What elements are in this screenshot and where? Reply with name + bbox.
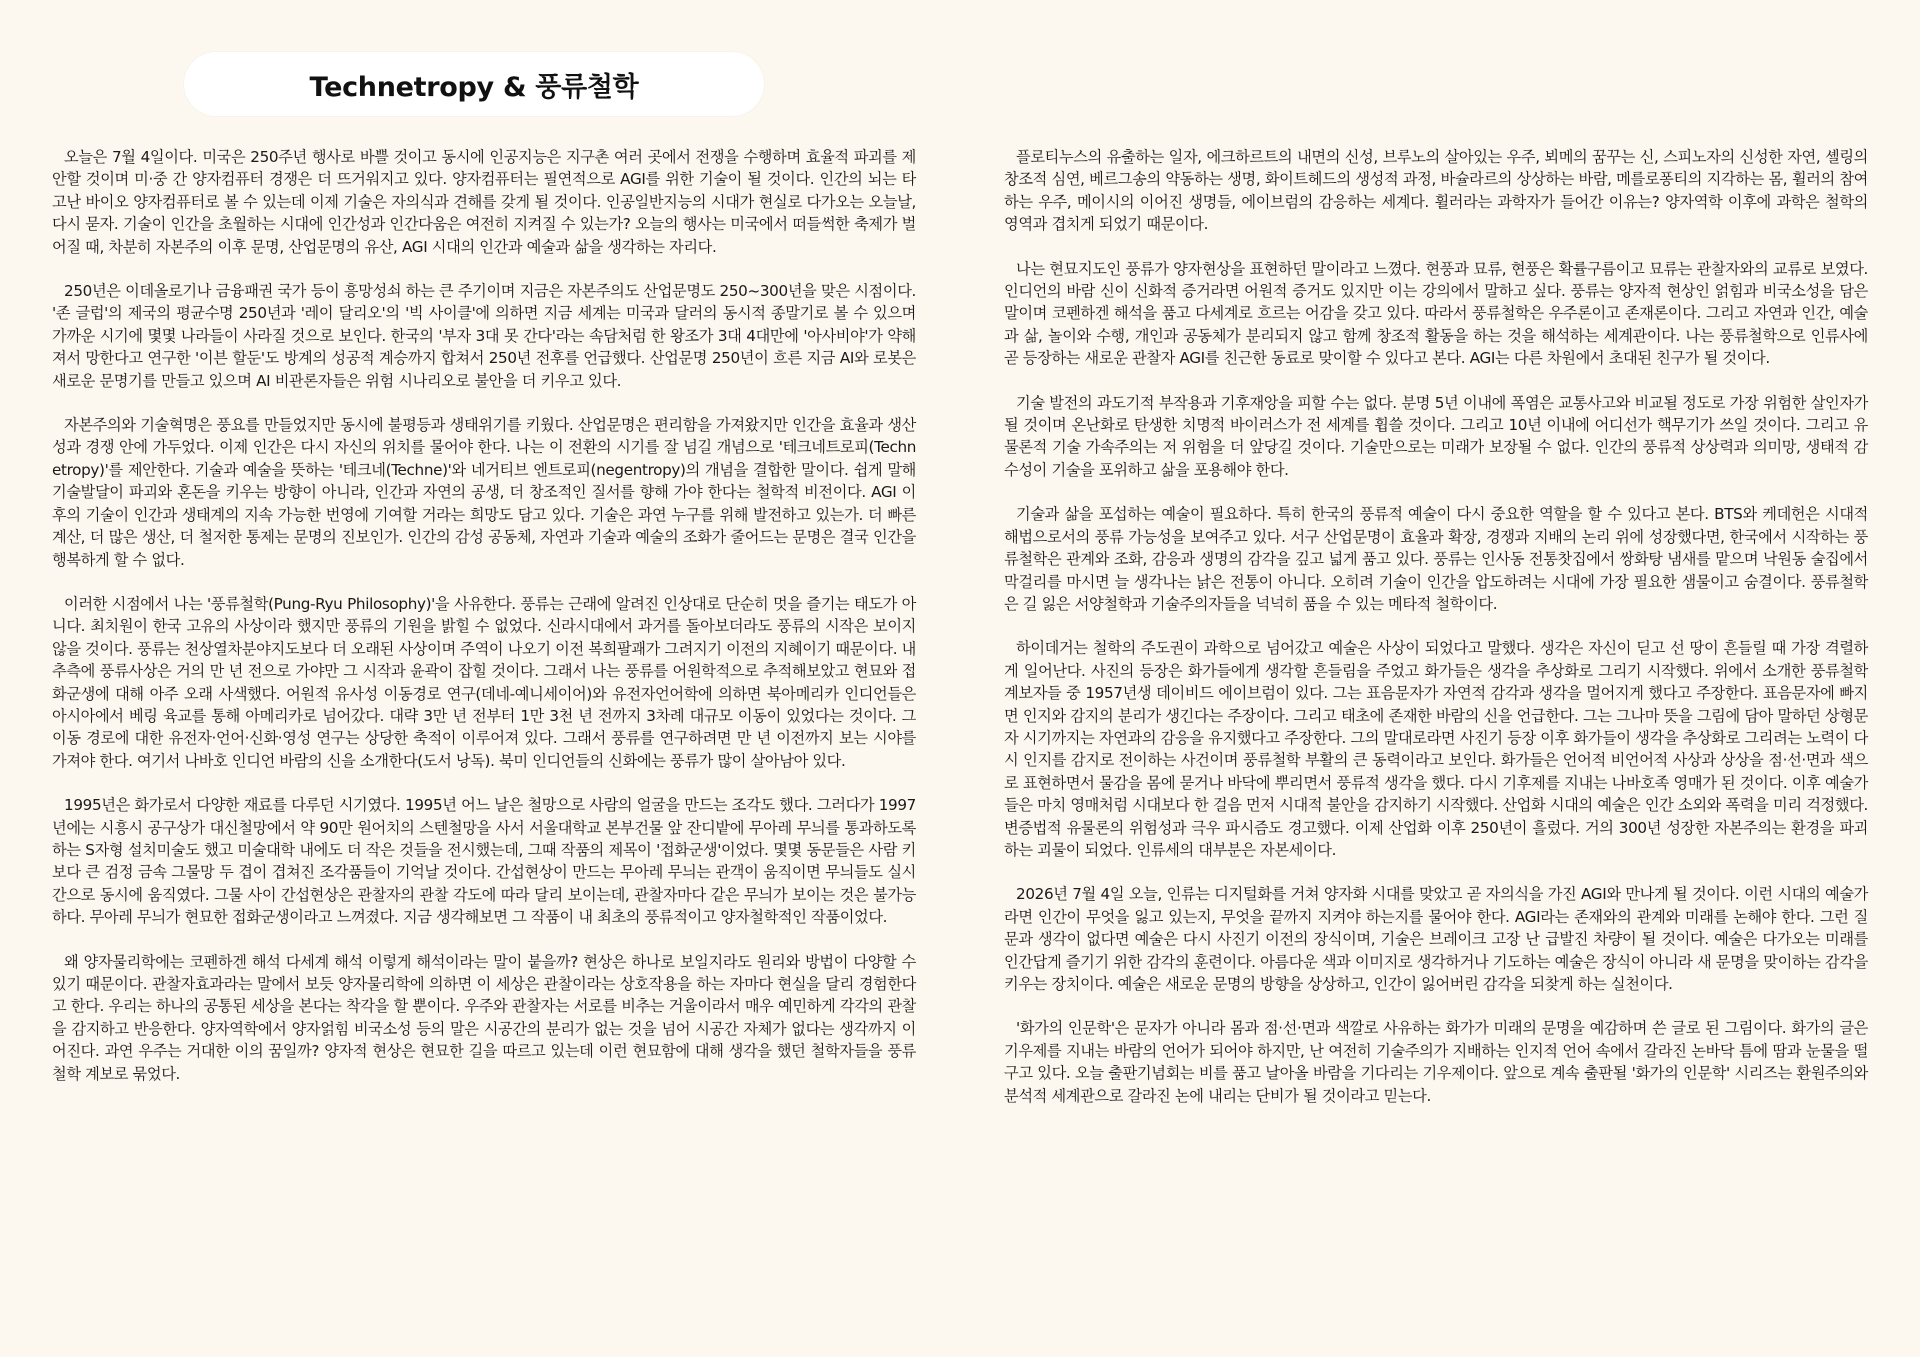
title-banner — [184, 52, 764, 116]
paragraph: 플로티누스의 유출하는 일자, 에크하르트의 내면의 신성, 브루노의 살아있는 우주, 뵈메의 꿈꾸는 신, 스피노자의 신성한 자연, 셸링의 창조적 심연, 베르그송의 약동하는 생명, 화이트헤드의 생성적 과정, 바슐라르의 상상하는 바람, 메를로퐁티의 지각하는 몸, 휠러의 참여하는 우주, 메이시의 이어진 생명들, 에이브럼의 감응하는 세계다. 휠러라는 과학자가 들어간 이유는? 양자역학 이후에 과학은 철학의 영역과 겹치게 되었기 때문이다. — [1004, 148, 1868, 234]
paragraph: 하이데거는 철학의 주도권이 과학으로 넘어갔고 예술은 사상이 되었다고 말했다. 생각은 자신이 딛고 선 땅이 흔들릴 때 가장 격렬하게 일어난다. 사진의 등장은 화가들에게 생각할 흔들림을 주었고 화가들은 생각을 추상화로 그리기 시작했다. 위에서 소개한 풍류철학 계보자들 중 1957년생 데이비드 에이브럼이 있다. 그는 표음문자가 자연적 감각과 생각을 멀어지게 했다고 주장한다. 표음문자에 빠지면 인지와 감지의 분리가 생긴다는 주장이다. 그리고 태초에 존재한 바람의 신을 언급한다. 그는 그나마 뜻을 그림에 담아 말하던 상형문자 시기까지는 자연과의 감응을 유지했다고 주장한다. 그의 말대로라면 사진기 등장 이후 화가들이 생각을 추상화로 그리려는 노력이 다시 인지를 감지로 전이하는 사건이며 풍류철학 부활의 큰 동력이라고 보인다. 화가들은 언어적 비언어적 사상과 상상을 점·선·면과 색으로 표현하면서 물감을 몸에 묻거나 바닥에 뿌리면서 풍류적 생각을 했다. 다시 기후제를 지내는 나바호족 영매가 된 것이다. 이후 예술가들은 마치 영매처럼 시대보다 한 걸음 먼저 시대적 불안을 감지하기 시작했다. 산업화 시대의 예술은 인간 소외와 폭력을 미리 걱정했다. 변증법적 유물론의 위험성과 극우 파시즘도 경고했다. 이제 산업화 이후 250년이 흘렀다. 거의 300년 성장한 자본주의는 환경을 파괴하는 괴물이 되었다. 인류세의 대부분은 자본세이다. — [1004, 639, 1868, 859]
page-title: Technetropy & 풍류철학 — [309, 71, 639, 103]
paragraph: 자본주의와 기술혁명은 풍요를 만들었지만 동시에 불평등과 생태위기를 키웠다. 산업문명은 편리함을 가져왔지만 인간을 효율과 생산성과 경쟁 안에 가두었다. 이제 인간은 다시 자신의 위치를 물어야 한다. 나는 이 전환의 시기를 잘 넘길 개념으로 '테크네트로피(Technetropy)'를 제안한다. 기술과 예술을 뜻하는 '테크네(Techne)'와 네거티브 엔트로피(negentropy)의 개념을 결합한 말이다. 쉽게 말해 기술발달이 파괴와 혼돈을 키우는 방향이 아니라, 인간과 자연의 공생, 더 창조적인 질서를 향해 가야 한다는 철학적 비전이다. AGI 이후의 기술이 인간과 생태계의 지속 가능한 번영에 기여할 거라는 희망도 담고 있다. 기술은 과연 누구를 위해 발전하고 있는가. 더 빠른 계산, 더 많은 생산, 더 철저한 통제는 문명의 진보인가. 인간의 감성 공동체, 자연과 기술과 예술의 조화가 줄어드는 문명은 결국 인간을 행복하게 할 수 없다. — [52, 416, 916, 569]
right-column — [1004, 146, 1868, 1129]
paragraph: 2026년 7월 4일 오늘, 인류는 디지털화를 거쳐 양자화 시대를 맞았고 곧 자의식을 가진 AGI와 만나게 될 것이다. 이런 시대의 예술가라면 인간이 무엇을 잃고 있는지, 무엇을 끝까지 지켜야 하는지를 물어야 한다. AGI라는 존재와의 관계와 미래를 논해야 한다. 그런 질문과 생각이 없다면 예술은 다시 사진기 이전의 장식이며, 기술은 브레이크 고장 난 급발진 차량이 될 것이다. 예술은 다가오는 미래를 인간답게 즐기기 위한 감각의 훈련이다. 아름다운 색과 이미지로 생각하거나 기도하는 예술은 장식이 아니라 새 문명을 맞이하는 감각을 키우는 장치이다. 예술은 새로운 문명의 방향을 상상하고, 인간이 잃어버린 감각을 되찾게 하는 실천이다. — [1004, 885, 1868, 993]
paragraph: 이러한 시점에서 나는 '풍류철학(Pung-Ryu Philosophy)'을 사유한다. 풍류는 근래에 알려진 인상대로 단순히 멋을 즐기는 태도가 아니다. 최치원이 한국 고유의 사상이라 했지만 풍류의 기원을 밝힐 수 없었다. 신라시대에서 과거를 돌아보더라도 풍류의 시작은 보이지 않을 것이다. 풍류는 천상열차분야지도보다 더 오래된 사상이며 주역이 나오기 이전 복희팔괘가 그려지기 이전의 지혜이기 때문이다. 내 추측에 풍류사상은 거의 만 년 전으로 가야만 그 시작과 윤곽이 잡힐 것이다. 그래서 나는 풍류를 어원학적으로 추적해보았고 현묘와 접화군생에 대해 아주 오래 사색했다. 어원적 유사성 이동경로 연구(데네-예니세이어)와 유전자언어학에 의하면 북아메리카 인디언들은 아시아에서 베링 육교를 통해 아메리카로 넘어갔다. 대략 3만 년 전부터 1만 3천 년 전까지 3차례 대규모 이동이 있었다는 것이다. 그 이동 경로에 대한 유전자·언어·신화·영성 연구는 상당한 축적이 이루어져 있다. 그래서 풍류를 연구하려면 만 년 이전까지 보는 시야를 가져야 한다. 여기서 나바호 인디언 바람의 신을 소개한다(도서 낭독). 북미 인디언들의 신화에는 풍류가 많이 살아남아 있다. — [52, 594, 916, 770]
paragraph: '화가의 인문학'은 문자가 아니라 몸과 점·선·면과 색깔로 사유하는 화가가 미래의 문명을 예감하며 쓴 글로 된 그림이다. 화가의 글은 기우제를 지내는 바람의 언어가 되어야 하지만, 난 여전히 기술주의가 지배하는 인지적 언어 속에서 갈라진 논바닥 틈에 땀과 눈물을 떨구고 있다. 오늘 출판기념회는 비를 품고 날아올 바람을 기다리는 기우제이다. 앞으로 계속 출판될 '화가의 인문학' 시리즈는 환원주의와 분석적 세계관으로 갈라진 논에 내리는 단비가 될 것이라고 믿는다. — [1004, 1019, 1868, 1105]
paragraph: 오늘은 7월 4일이다. 미국은 250주년 행사로 바쁠 것이고 동시에 인공지능은 지구촌 여러 곳에서 전쟁을 수행하며 효율적 파괴를 제안할 것이며 미·중 간 양자컴퓨터 경쟁은 더 뜨거워지고 있다. 양자컴퓨터는 필연적으로 AGI를 위한 기술이 될 것이다. 인간의 뇌는 타고난 바이오 양자컴퓨터로 볼 수 있는데 이제 기술은 자의식과 견해를 갖게 될 것이다. 인공일반지능의 시대가 현실로 다가오는 오늘날, 다시 묻자. 기술이 인간을 초월하는 시대에 인간성과 인간다움은 여전히 지켜질 수 있는가? 오늘의 행사는 미국에서 떠들썩한 축제가 벌어질 때, 차분히 자본주의 이후 문명, 산업문명의 유산, AGI 시대의 인간과 예술과 삶을 생각하는 자리다. — [52, 148, 916, 256]
paragraph: 왜 양자물리학에는 코펜하겐 해석 다세계 해석 이렇게 해석이라는 말이 붙을까? 현상은 하나로 보일지라도 원리와 방법이 다양할 수 있기 때문이다. 관찰자효과라는 말에서 보듯 양자물리학에 의하면 이 세상은 관찰이라는 상호작용을 하는 자마다 현실을 달리 경험한다고 한다. 우리는 하나의 공통된 세상을 본다는 착각을 할 뿐이다. 우주와 관찰자는 서로를 비추는 거울이라서 매우 예민하게 각각의 관찰을 감지하고 반응한다. 양자역학에서 양자얽힘 비국소성 등의 말은 시공간의 분리가 없는 것을 넘어 시공간 자체가 없다는 생각까지 이어진다. 과연 우주는 거대한 이의 꿈일까? 양자적 현상은 현묘한 길을 따르고 있는데 이런 현묘함에 대해 생각을 했던 철학자들을 풍류철학 계보로 묶었다. — [52, 952, 916, 1083]
paragraph: 1995년은 화가로서 다양한 재료를 다루던 시기였다. 1995년 어느 날은 철망으로 사람의 얼굴을 만드는 조각도 했다. 그러다가 1997년에는 시흥시 공구상가 대신철망에서 약 90만 원어치의 스텐철망을 사서 서울대학교 본부건물 앞 잔디밭에 무아레 무늬를 통과하도록 하는 S자형 설치미술도 했고 미술대학 내에도 더 작은 것들을 전시했는데, 그때 작품의 제목이 '접화군생'이었다. 몇몇 동문들은 사람 키보다 큰 검정 금속 그물망 두 겹이 겹쳐진 조각품들이 기억날 것이다. 간섭현상이 만드는 무아레 무늬는 관객이 움직이면 무늬들도 실시간으로 동시에 움직였다. 그물 사이 간섭현상은 관찰자의 관찰 각도에 따라 달리 보이는데, 관찰자마다 같은 무늬가 보이는 것은 불가능하다. 무아레 무늬가 현묘한 접화군생이라고 느껴졌다. 지금 생각해보면 그 작품이 내 최초의 풍류적이고 양자철학적인 작품이었다. — [52, 796, 916, 927]
left-column — [52, 146, 916, 1107]
paragraph: 나는 현묘지도인 풍류가 양자현상을 표현하던 말이라고 느꼈다. 현풍과 묘류, 현풍은 확률구름이고 묘류는 관찰자와의 교류로 보였다. 인디언의 바람 신이 신화적 증거라면 어원적 증거도 있지만 이는 강의에서 말하고 싶다. 풍류는 양자적 현상인 얽힘과 비국소성을 담은 말이며 코펜하겐 해석을 품고 다세계로 흐르는 어감을 갖고 있다. 따라서 풍류철학은 우주론이고 존재론이다. 그리고 자연과 인간, 예술과 삶, 놀이와 수행, 개인과 공동체가 분리되지 않고 함께 창조적 활동을 하는 것을 해석하는 세계관이다. 나는 풍류철학으로 인류사에 곧 등장하는 새로운 관찰자 AGI를 친근한 동료로 맞이할 수 있다고 본다. AGI는 다른 차원에서 초대된 친구가 될 것이다. — [1004, 259, 1868, 368]
paragraph: 기술과 삶을 포섭하는 예술이 필요하다. 특히 한국의 풍류적 예술이 다시 중요한 역할을 할 수 있다고 본다. BTS와 케데헌은 시대적 해법으로서의 풍류 가능성을 보여주고 있다. 서구 산업문명이 효율과 확장, 경쟁과 지배의 논리 위에 성장했다면, 한국에서 시작하는 풍류철학은 관계와 조화, 감응과 생명의 감각을 깊고 넓게 품고 있다. 풍류는 인사동 전통찻집에서 쌍화탕 냄새를 맡으며 낙원동 술집에서 막걸리를 마시면 늘 생각나는 낡은 전통이 아니다. 오히려 기술이 인간을 압도하려는 시대에 가장 필요한 샘물이고 숨결이다. 풍류철학은 길 잃은 서양철학과 기술주의자들을 넉넉히 품을 수 있는 메타적 철학이다. — [1004, 505, 1868, 613]
paragraph: 250년은 이데올로기나 금융패권 국가 등이 흥망성쇠 하는 큰 주기이며 지금은 자본주의도 산업문명도 250~300년을 맞은 시점이다. '존 글럽'의 제국의 평균수명 250년과 '레이 달리오'의 '빅 사이클'에 의하면 지금 세계는 미국과 달러의 동시적 종말기로 볼 수 있으며 가까운 시기에 몇몇 나라들이 사라질 것으로 보인다. 한국의 '부자 3대 못 간다'라는 속담처럼 한 왕조가 3대 4대만에 '아사비야'가 약해져서 망한다고 연구한 '이븐 할둔'도 방계의 성공적 계승까지 합쳐서 250년 전후를 언급했다. 산업문명 250년이 흐른 지금 AI와 로봇은 새로운 문명기를 만들고 있으며 AI 비관론자들은 위험 시나리오로 불안을 더 키우고 있다. — [52, 282, 916, 390]
paragraph: 기술 발전의 과도기적 부작용과 기후재앙을 피할 수는 없다. 분명 5년 이내에 폭염은 교통사고와 비교될 정도로 가장 위험한 살인자가 될 것이며 온난화로 탄생한 치명적 바이러스가 전 세계를 휩쓸 것이다. 그리고 10년 이내에 어디선가 핵무기가 쓰일 것이다. 그리고 유물론적 기술 가속주의는 저 위험을 더 앞당길 것이다. 기술만으로는 미래가 보장될 수 없다. 인간의 풍류적 상상력과 의미망, 생태적 감수성이 기술을 포위하고 삶을 포용해야 한다. — [1004, 393, 1868, 479]
